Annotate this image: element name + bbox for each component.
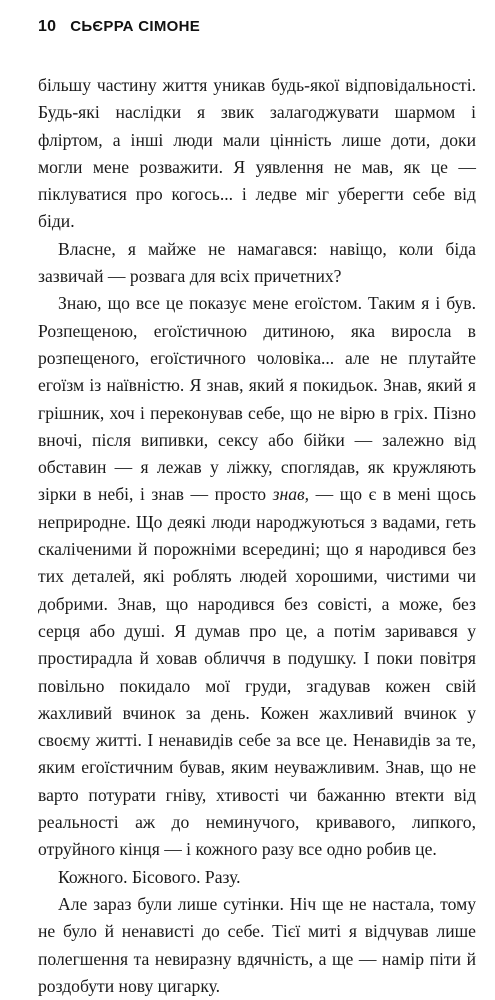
paragraph-4: Кожного. Бісового. Разу. bbox=[58, 866, 241, 887]
paragraph-3-part-2: — що є в мені щось неприродне. Що деякі люди народжуються з вадами, геть скаліченими й порожніми всередині; що я народився без тих деталей, які роблять людей хорошими, чистими чи добрими. Знав, що народився без совісті, а може, без серця або душі. Я думав про це, а потім заривався у простирадла й ховав обличчя в подушку. І поки повітря повільно покидало мої груди, згадував кожен свій жахливий вчинок за день. Кожен жахливий вчинок у своєму житті. І ненавидів себе за все це. Ненавидів за те, яким егоїстичним бував, яким неуважливим. Знав, що не варто потурати гніву, хтивості чи бажанню втекти від реальності аж до неминучого, кривавого, липкого, отруйного кінця — і кожного разу все одно робив це. bbox=[38, 484, 476, 860]
running-head bbox=[38, 18, 473, 36]
running-head-author: СЬЄРРА СІМОНЕ bbox=[70, 18, 201, 35]
paragraph-3-emphasis: знав, bbox=[272, 484, 310, 505]
paragraph-5: Але зараз були лише сутінки. Ніч ще не настала, тому не було й ненависті до себе. Тієї миті я відчував лише полегшення та невиразну вдячність, а ще — намір піти й роздобути нову цигарку. bbox=[38, 893, 476, 996]
paragraph-2: Власне, я майже не намагався: навіщо, коли біда зазвичай — розвага для всіх причетних? bbox=[38, 238, 476, 287]
body-text bbox=[38, 72, 476, 1000]
paragraph-1: більшу частину життя уникав будь-якої відповідальності. Будь-які наслідки я звик залагоджувати шармом і фліртом, а інші люди мали цінність лише доти, доки могли мене розважити. Я уявлення не мав, як це — піклуватися про когось... і ледве міг уберегти себе від біди. bbox=[38, 75, 476, 232]
paragraph-3-part-1: Знаю, що все це показує мене егоїстом. Таким я і був. Розпещеною, егоїстичною дитиною, яка виросла в розпещеного, егоїстичного чоловіка... але не плутайте егоїзм із наївністю. Я знав, який я покидьок. Знав, який я грішник, хоч і переконував себе, що не вірю в гріх. Пізно вночі, після випивки, сексу або бійки — залежно від обставин — я лежав у ліжку, споглядав, як кружляють зірки в небі, і знав — просто bbox=[38, 293, 476, 505]
paragraph-3 bbox=[38, 290, 476, 863]
page-number: 10 bbox=[38, 18, 57, 35]
